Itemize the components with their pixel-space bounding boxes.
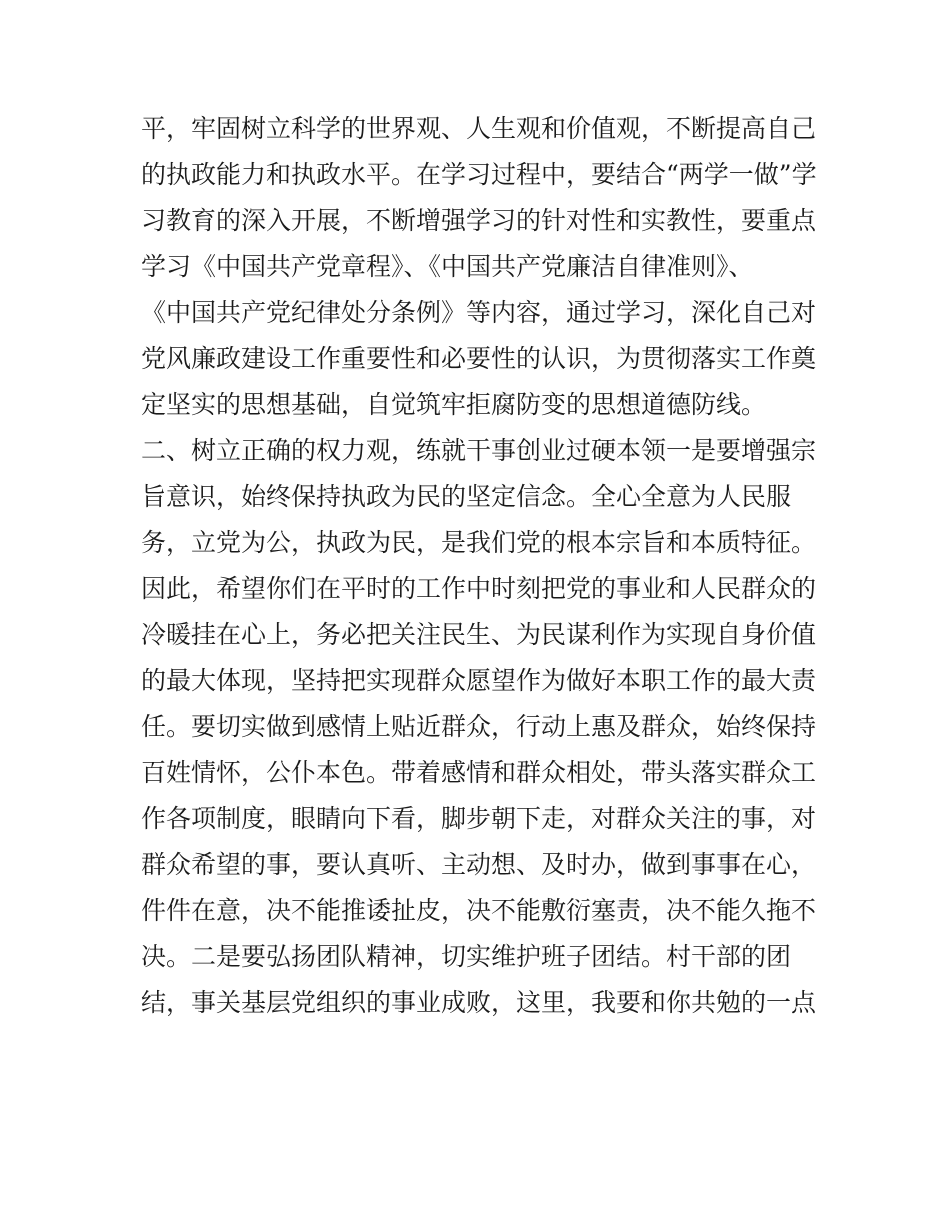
text-line: 群众希望的事，要认真听、主动想、及时办，做到事事在心， — [141, 850, 817, 879]
text-line: 冷暖挂在心上，务必把关注民生、为民谋利作为实现自身价值 — [141, 620, 817, 649]
text-line: 党风廉政建设工作重要性和必要性的认识，为贯彻落实工作奠 — [141, 344, 817, 373]
text-line: 的执政能力和执政水平。在学习过程中，要结合“两学一做”学 — [141, 160, 817, 189]
text-line: 作各项制度，眼睛向下看，脚步朝下走，对群众关注的事，对 — [141, 804, 817, 833]
text-line: 学习《中国共产党章程》、《中国共产党廉洁自律准则》、 — [141, 252, 754, 281]
text-line: 任。要切实做到感情上贴近群众，行动上惠及群众，始终保持 — [141, 712, 817, 741]
text-line: 决。二是要弘扬团队精神，切实维护班子团结。村干部的团 — [141, 942, 792, 971]
text-line: 平，牢固树立科学的世界观、人生观和价值观，不断提高自己 — [141, 114, 817, 143]
text-line: 结，事关基层党组织的事业成败，这里，我要和你共勉的一点 — [141, 988, 817, 1017]
text-line: 件件在意，决不能推诿扯皮，决不能敷衍塞责，决不能久拖不 — [141, 896, 817, 925]
text-line: 务，立党为公，执政为民，是我们党的根本宗旨和本质特征。 — [141, 528, 817, 557]
text-line: 百姓情怀，公仆本色。带着感情和群众相处，带头落实群众工 — [141, 758, 817, 787]
text-line: 《中国共产党纪律处分条例》等内容，通过学习，深化自己对 — [141, 298, 817, 327]
text-line: 旨意识，始终保持执政为民的坚定信念。全心全意为人民服 — [141, 482, 792, 511]
body-text — [141, 106, 816, 1026]
section-heading-line: 二、树立正确的权力观，练就干事创业过硬本领一是要增强宗 — [141, 436, 817, 465]
text-line: 定坚实的思想基础，自觉筑牢拒腐防变的思想道德防线。 — [141, 390, 767, 419]
text-line: 习教育的深入开展，不断增强学习的针对性和实教性，要重点 — [141, 206, 817, 235]
text-line: 的最大体现，坚持把实现群众愿望作为做好本职工作的最大责 — [141, 666, 817, 695]
text-line: 因此，希望你们在平时的工作中时刻把党的事业和人民群众的 — [141, 574, 817, 603]
